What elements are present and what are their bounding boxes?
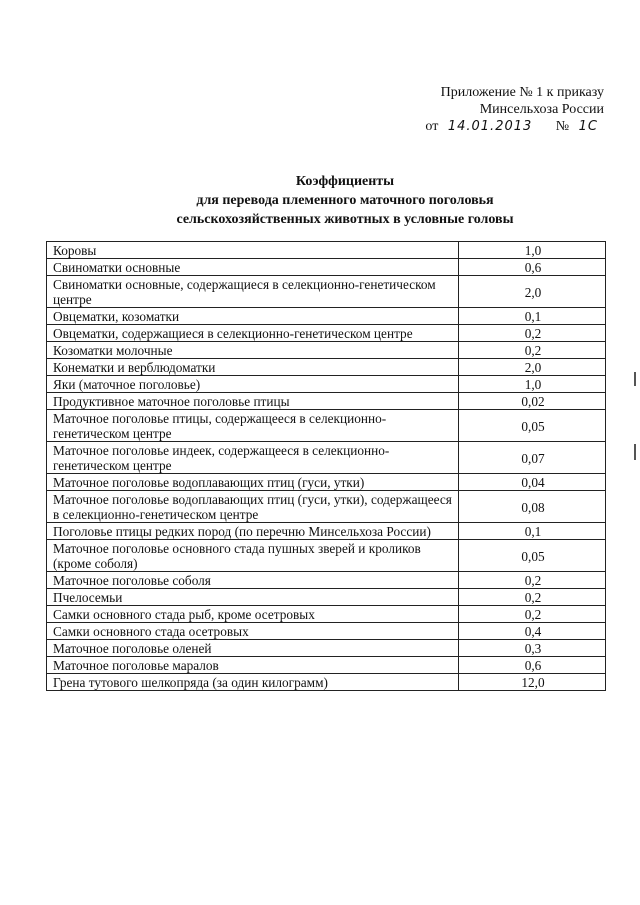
table-row — [47, 623, 606, 640]
row-category: Грена тутового шелкопряда (за один килограмм) — [47, 674, 459, 691]
row-category: Маточное поголовье оленей — [47, 640, 459, 657]
row-coefficient: 0,2 — [459, 589, 606, 606]
row-coefficient: 0,08 — [459, 491, 606, 523]
row-category: Яки (маточное поголовье) — [47, 376, 459, 393]
row-category: Свиноматки основные, содержащиеся в селекционно-генетическом центре — [47, 276, 459, 308]
table-row — [47, 589, 606, 606]
row-coefficient: 0,2 — [459, 606, 606, 623]
coefficients-table-body — [47, 242, 606, 691]
row-coefficient: 0,04 — [459, 474, 606, 491]
row-coefficient: 0,6 — [459, 657, 606, 674]
row-category: Овцематки, козоматки — [47, 308, 459, 325]
table-row — [47, 674, 606, 691]
row-category: Маточное поголовье водоплавающих птиц (гуси, утки), содержащееся в селекционно-генетическом центре — [47, 491, 459, 523]
scan-edge-mark — [634, 372, 636, 386]
row-coefficient: 2,0 — [459, 359, 606, 376]
table-row — [47, 572, 606, 589]
title-line-3: сельскохозяйственных животных в условные головы — [176, 212, 514, 227]
row-category: Коровы — [47, 242, 459, 259]
row-category: Самки основного стада рыб, кроме осетровых — [47, 606, 459, 623]
row-coefficient: 2,0 — [459, 276, 606, 308]
table-row — [47, 657, 606, 674]
table-row — [47, 276, 606, 308]
handwritten-number: 1С — [578, 119, 598, 134]
table-row — [47, 523, 606, 540]
row-coefficient: 0,02 — [459, 393, 606, 410]
table-row — [47, 393, 606, 410]
row-category: Маточное поголовье основного стада пушных зверей и кроликов (кроме соболя) — [47, 540, 459, 572]
row-category: Самки основного стада осетровых — [47, 623, 459, 640]
handwritten-date: 14.01.2013 — [447, 119, 533, 134]
table-row — [47, 308, 606, 325]
row-coefficient: 0,1 — [459, 523, 606, 540]
row-category: Маточное поголовье соболя — [47, 572, 459, 589]
row-coefficient: 0,4 — [459, 623, 606, 640]
row-category: Поголовье птицы редких пород (по перечню Минсельхоза России) — [47, 523, 459, 540]
table-row — [47, 410, 606, 442]
table-row — [47, 376, 606, 393]
appendix-header — [364, 84, 604, 135]
table-row — [47, 442, 606, 474]
scan-edge-mark — [634, 444, 636, 460]
row-category: Овцематки, содержащиеся в селекционно-генетическом центре — [47, 325, 459, 342]
coefficients-table — [46, 241, 606, 691]
row-category: Маточное поголовье индеек, содержащееся в селекционно-генетическом центре — [47, 442, 459, 474]
appendix-date-line — [364, 118, 604, 135]
table-row — [47, 359, 606, 376]
row-category: Конематки и верблюдоматки — [47, 359, 459, 376]
table-row — [47, 325, 606, 342]
table-row — [47, 342, 606, 359]
table-row — [47, 242, 606, 259]
row-coefficient: 0,2 — [459, 572, 606, 589]
table-row — [47, 474, 606, 491]
row-coefficient: 0,2 — [459, 325, 606, 342]
row-category: Маточное поголовье водоплавающих птиц (гуси, утки) — [47, 474, 459, 491]
table-row — [47, 640, 606, 657]
date-prefix: от — [425, 119, 439, 134]
row-coefficient: 1,0 — [459, 376, 606, 393]
row-category: Продуктивное маточное поголовье птицы — [47, 393, 459, 410]
row-coefficient: 0,1 — [459, 308, 606, 325]
table-row — [47, 540, 606, 572]
number-prefix: № — [555, 119, 570, 134]
row-coefficient: 0,3 — [459, 640, 606, 657]
row-category: Пчелосемьи — [47, 589, 459, 606]
title-line-2: для перевода племенного маточного поголовья — [196, 193, 494, 208]
table-row — [47, 491, 606, 523]
row-category: Маточное поголовье маралов — [47, 657, 459, 674]
row-category: Свиноматки основные — [47, 259, 459, 276]
row-coefficient: 0,05 — [459, 410, 606, 442]
appendix-line-1: Приложение № 1 к приказу — [440, 85, 604, 100]
appendix-line-2: Минсельхоза России — [479, 102, 604, 117]
document-title — [0, 172, 640, 229]
row-coefficient: 0,2 — [459, 342, 606, 359]
row-category: Козоматки молочные — [47, 342, 459, 359]
row-coefficient: 0,05 — [459, 540, 606, 572]
row-coefficient: 1,0 — [459, 242, 606, 259]
row-coefficient: 0,6 — [459, 259, 606, 276]
table-row — [47, 259, 606, 276]
row-category: Маточное поголовье птицы, содержащееся в селекционно-генетическом центре — [47, 410, 459, 442]
title-line-1: Коэффициенты — [295, 174, 395, 189]
row-coefficient: 12,0 — [459, 674, 606, 691]
row-coefficient: 0,07 — [459, 442, 606, 474]
table-row — [47, 606, 606, 623]
